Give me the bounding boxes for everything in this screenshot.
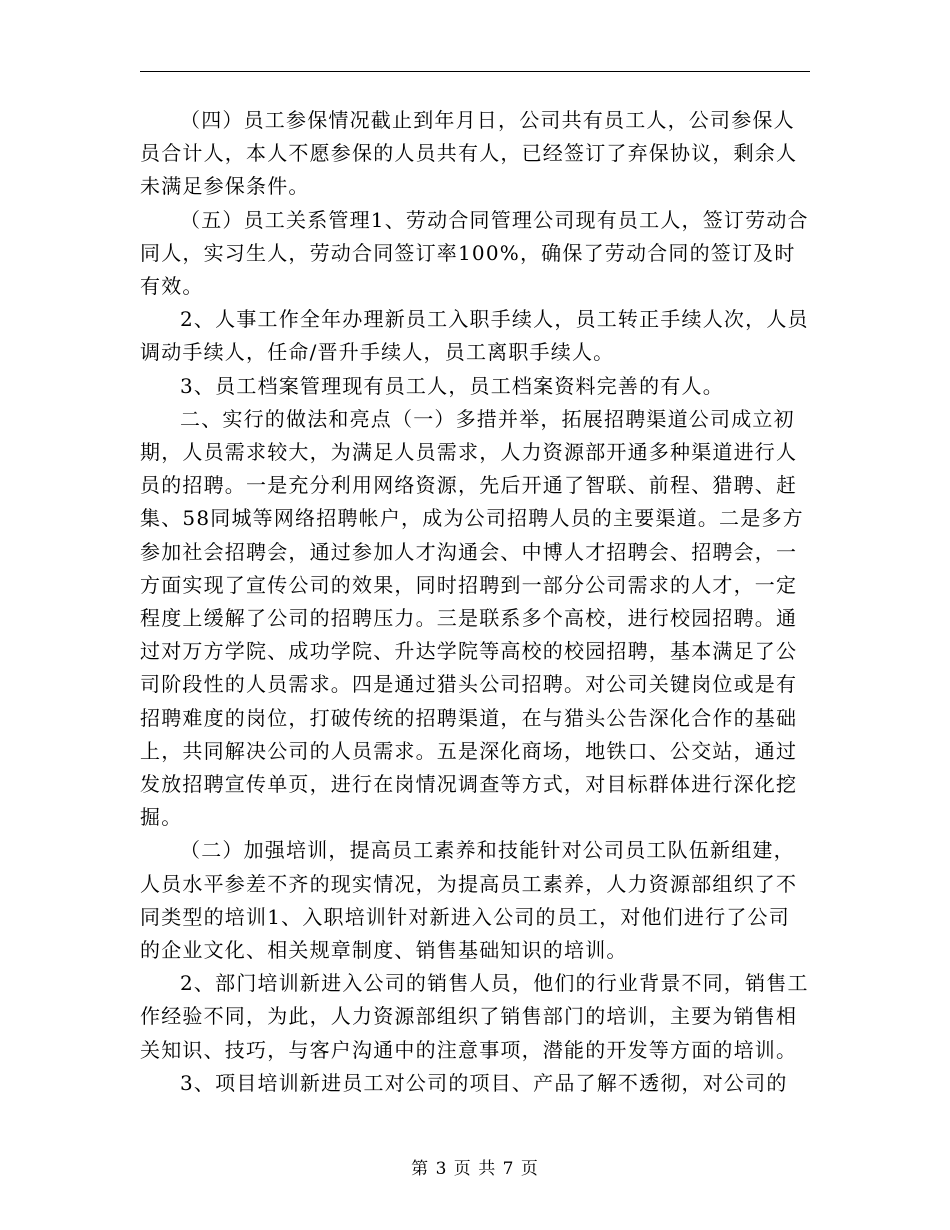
paragraph-employee-insurance: （四）员工参保情况截止到年月日，公司共有员工人，公司参保人员合计人，本人不愿参保的人员共有人，已经签订了弃保协议，剩余人未满足参保条件。	[140, 108, 798, 199]
paragraph-department-training: 2、部门培训新进入公司的销售人员，他们的行业背景不同，销售工作经验不同，为此，人力资源部组织了销售部门的培训，主要为销售相关知识、技巧，与客户沟通中的注意事项，潜能的开发等方面的培训。	[140, 971, 809, 1062]
page-number: 第 3 页 共 7 页	[411, 1159, 539, 1179]
paragraph-personnel-procedures: 2、人事工作全年办理新员工入职手续人，员工转正手续人次，人员调动手续人，任命/晋升手续人，员工离职手续人。	[140, 307, 809, 365]
paragraph-employee-archives: 3、员工档案管理现有员工人，员工档案资料完善的有人。	[180, 373, 724, 398]
paragraph-recruitment-channels: 二、实行的做法和亮点（一）多措并举，拓展招聘渠道公司成立初期，人员需求较大，为满足人员需求，人力资源部开通多种渠道进行人员的招聘。一是充分利用网络资源，先后开通了智联、前程、猎聘、赶集、58同城等网络招聘帐户，成为公司招聘人员的主要渠道。二是多方参加社会招聘会，通过参加人才沟通会、中博人才招聘会、招聘会，一方面实现了宣传公司的效果，同时招聘到一部分公司需求的人才，一定程度上缓解了公司的招聘压力。三是联系多个高校，进行校园招聘。通过对万方学院、成功学院、升达学院等高校的校园招聘，基本满足了公司阶段性的人员需求。四是通过猎头公司招聘。对公司关键岗位或是有招聘难度的岗位，打破传统的招聘渠道，在与猎头公告深化合作的基础上，共同解决公司的人员需求。五是深化商场，地铁口、公交站，通过发放招聘宣传单页，进行在岗情况调查等方式，对目标群体进行深化挖掘。	[140, 406, 804, 830]
paragraph-training: （二）加强培训，提高员工素养和技能针对公司员工队伍新组建，人员水平参差不齐的现实情况，为提高员工素养，人力资源部组织了不同类型的培训1、入职培训针对新进入公司的员工，对他们进行了公司的企业文化、相关规章制度、销售基础知识的培训。	[140, 838, 798, 963]
paragraph-project-training: 3、项目培训新进员工对公司的项目、产品了解不透彻，对公司的	[180, 1070, 788, 1095]
paragraph-employee-relations: （五）员工关系管理1、劳动合同管理公司现有员工人，签订劳动合同人，实习生人，劳动合同签订率100%，确保了劳动合同的签订及时有效。	[140, 207, 809, 299]
document-body	[140, 104, 810, 1100]
header-rule	[140, 71, 810, 72]
